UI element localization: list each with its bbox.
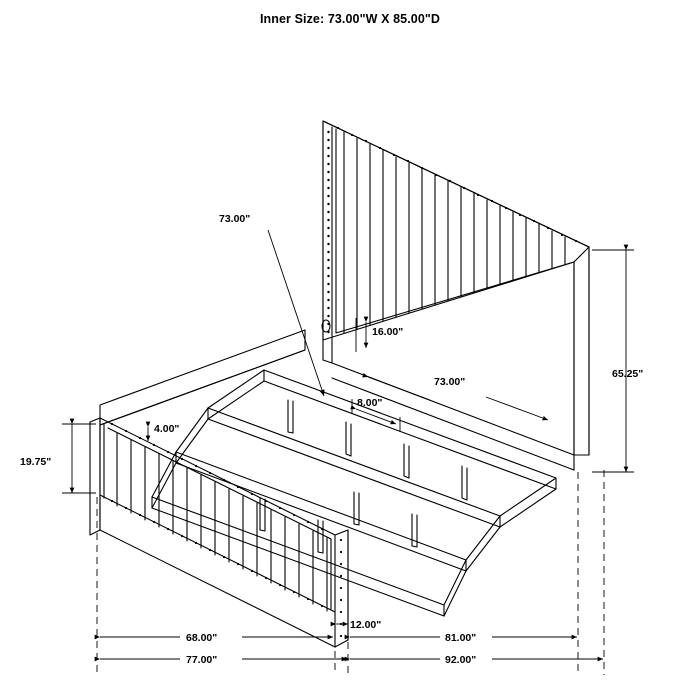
nailhead-trim-headboard-left	[327, 131, 329, 333]
dim-label-footboard-height: 19.75"	[20, 456, 52, 468]
dim-label-slat-span-width: 73.00"	[434, 376, 466, 388]
dim-label-rail-height: 4.00"	[154, 423, 180, 435]
leader-headboard-width	[268, 230, 324, 396]
dim-label-overall-width: 77.00"	[186, 654, 218, 666]
dim-label-bed-side-length: 81.00"	[445, 632, 477, 644]
dim-label-side-rail-depth: 12.00"	[350, 619, 382, 631]
dim-label-overall-length: 92.00"	[445, 654, 477, 666]
page-title: Inner Size: 73.00"W X 85.00"D	[259, 12, 441, 26]
dim-label-headboard-lower-height: 16.00"	[372, 326, 404, 338]
dim-label-headboard-inner-width: 73.00"	[219, 213, 251, 225]
dim-label-headboard-total-height: 65.25"	[612, 368, 644, 380]
dim-label-footboard-width-inner: 68.00"	[186, 632, 218, 644]
dim-73-right	[486, 397, 548, 420]
bed-outline	[90, 121, 589, 647]
bed-frame-rails	[100, 320, 574, 616]
nailhead-trim-footboard-right	[340, 539, 342, 637]
dim-label-slat-spacing: 8.00"	[357, 397, 383, 409]
